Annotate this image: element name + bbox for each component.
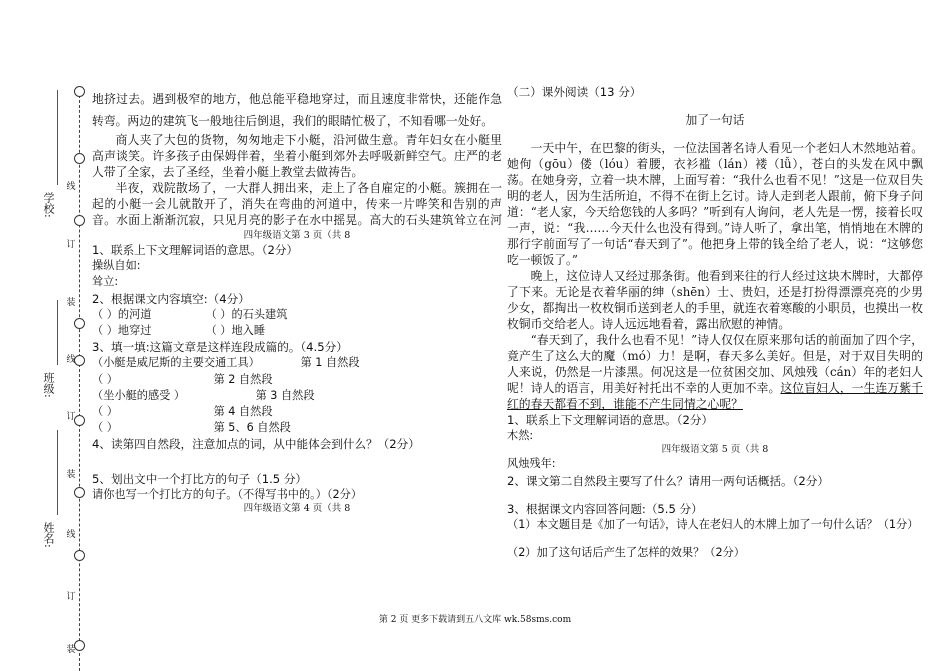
outline-blank: （坐小艇的感受 ） <box>92 388 186 402</box>
answer-space[interactable] <box>92 453 502 471</box>
binding-ring <box>74 318 85 329</box>
question-3-row[interactable] <box>92 372 502 388</box>
paragraph-ref: 第 5、6 自然段 <box>213 421 291 435</box>
question-5-part-b[interactable]: 请你也写一个打比方的句子。（不得写书中的。）（2分） <box>92 487 363 501</box>
answer-space[interactable] <box>507 533 923 545</box>
section-heading: （二）课外阅读（13 分） <box>507 85 642 99</box>
binding-mark: 线 <box>66 530 76 540</box>
left-column <box>92 88 502 515</box>
binding-mark: 订 <box>66 240 76 250</box>
binding-mark: 线 <box>66 182 76 192</box>
binding-ring <box>74 487 85 498</box>
reading-question-3-part-2[interactable]: （2）加了这句话后产生了怎样的效果？（2分） <box>507 546 745 560</box>
binding-mark: 订 <box>66 412 76 422</box>
binding-ring <box>74 86 85 97</box>
passage-paragraph: 半夜，戏院散场了，一大群人拥出来，走上了各自雇定的小艇。簇拥在一起的小艇一会儿就散开了，消失在弯曲的河道中，传来一片哗笑和告别的声音。水面上渐渐沉寂，只见月亮的影子在水中摇晃。高大的石头建筑耸立在河 <box>92 181 502 227</box>
reading-question-3-part-1[interactable]: （1）本文题目是《加了一句话》，诗人在老妇人的木牌上加了一句什么话？（1分） <box>507 518 919 532</box>
right-column <box>507 84 923 561</box>
answer-space[interactable] <box>507 489 923 501</box>
blank-b: （ ）的石头建筑 <box>205 307 288 321</box>
reading-question-2: 2、课文第二自然段主要写了什么？请用一两句话概括。（2分） <box>507 473 829 488</box>
binding-margin <box>0 0 90 671</box>
name-field[interactable] <box>57 430 58 515</box>
question-3-row[interactable] <box>92 420 502 436</box>
binding-mark: 订 <box>66 592 76 602</box>
name-label: 姓名: <box>42 522 55 548</box>
page-footer: 第 2 页 更多下载请到五八文库 wk.58sms.com <box>378 615 572 625</box>
binding-mark: 装 <box>66 470 76 480</box>
question-3-row[interactable] <box>92 355 502 371</box>
reading-question-1-term-a[interactable]: 木然: <box>507 429 534 443</box>
binding-dashed-line <box>79 90 80 671</box>
binding-ring <box>74 153 85 164</box>
paragraph-ref: 第 2 自然段 <box>213 372 273 386</box>
question-3: 3、填一填:这篇文章是这样连段成篇的。（4.5分） <box>92 340 348 355</box>
question-1-term-a[interactable]: 操纵自如: <box>92 259 141 273</box>
blank-a: （ ）地穿过 <box>92 324 152 338</box>
paragraph-ref: 第 1 自然段 <box>300 356 360 370</box>
class-field[interactable] <box>57 300 58 365</box>
question-2-row[interactable] <box>92 323 502 339</box>
reading-question-1: 1、联系上下文理解词语的意思。（2分） <box>507 413 714 427</box>
binding-mark: 线 <box>66 355 76 365</box>
question-4: 4、读第四自然段，注意加点的词，从中能体会到什么？（2分） <box>92 437 420 452</box>
question-2-row[interactable] <box>92 307 502 323</box>
article-title: 加了一句话 <box>685 113 745 127</box>
passage-paragraph: 地挤过去。遇到极窄的地方，他总能平稳地穿过，而且速度非常快，还能作急转弯。两边的建筑飞一般地往后倒退，我们的眼睛忙极了，不知看哪一处好。 <box>92 92 502 128</box>
reading-question-3: 3、根据课文内容回答问题:（5.5 分） <box>507 501 703 516</box>
question-3-row[interactable] <box>92 388 502 404</box>
class-label: 班级: <box>42 372 55 398</box>
question-1-term-b[interactable]: 耸立: <box>92 275 119 289</box>
passage-paragraph: 商人夹了大包的货物，匆匆地走下小艇，沿河做生意。青年妇女在小艇里高声谈笑。许多孩子由保姆伴着，坐着小艇到郊外去呼吸新鲜空气。庄严的老人带了全家，去了圣经，坐着小艇上教堂去做祷告。 <box>92 133 502 179</box>
question-3-row[interactable] <box>92 404 502 420</box>
question-1: 1、联系上下文理解词语的意思。（2分） <box>92 243 299 257</box>
binding-mark: 装 <box>66 645 76 655</box>
page-number-3: 四年级语文第 3 页（共 8 <box>243 230 351 241</box>
school-field[interactable] <box>57 90 58 185</box>
outline-blank: （ ） <box>92 372 118 386</box>
outline-blank: （ ） <box>92 405 118 419</box>
binding-mark: 装 <box>66 298 76 308</box>
question-2: 2、根据课文内容填空:（4分） <box>92 291 250 306</box>
article-text: “春天到了，我什么也看不见！”诗人仅仅在原来那句话的前面加了四个字，竟产生了这么大的魔（mó）力！是啊，春天多么美好。但是，对于双目失明的人来说，仍然是一片漆黑。何况这是一位贫困交加、风烛残（cán）年的老妇人呢！诗人的语言，用美好衬托出不幸的人更加不幸。 <box>507 333 923 395</box>
underlined-sentence: 这位盲妇人，一生连万紫千红的春天都看不到，谁能不产生同情之心呢？ <box>507 381 923 411</box>
school-label: 学校: <box>42 192 55 218</box>
outline-blank: （小艇是威尼斯的主要交通工具） <box>92 356 260 370</box>
blank-b: （ ）地入睡 <box>205 324 266 338</box>
outline-blank: （ ） <box>92 421 118 435</box>
binding-ring <box>74 550 85 561</box>
paragraph-ref: 第 4 自然段 <box>213 405 273 419</box>
question-5: 5、划出文中一个打比方的句子（1.5 分） <box>92 471 308 486</box>
reading-question-1-term-b[interactable]: 风烛残年: <box>507 457 556 471</box>
article-paragraph <box>507 332 923 412</box>
page-number-5: 四年级语文第 5 页（共 8 <box>661 444 769 456</box>
page-number-4: 四年级语文第 4 页（共 8 <box>243 503 351 515</box>
blank-a: （ ）的河道 <box>92 307 152 321</box>
article-paragraph: 晚上，这位诗人又经过那条街。他看到来往的行人经过这块木牌时，大都停了下来。无论是衣着华丽的绅（shēn）士、贵妇，还是打扮得漂漂亮亮的少男少女，都掏出一枚枚铜币送到老人的手里，就连衣着寒酸的小职员，也摸出一枚枚铜币交给老人。诗人远远地看着，露出欣慰的神情。 <box>507 269 923 331</box>
binding-ring <box>74 215 85 226</box>
paragraph-ref: 第 3 自然段 <box>255 388 315 402</box>
article-paragraph: 一天中午，在巴黎的街头，一位法国著名诗人看见一个老妇人木然地站着。她佝（gōu）偻（lóu）着腰，衣衫褴（lán）褛（lǚ），苍白的头发在风中飘荡。在她身旁，立着一块木牌，上面写着：“我什么也看不见！”这是一位双目失明的老人，因为生活所迫，不得不在街上乞讨。诗人走到老人跟前，俯下身子问道：“老人家，今天给您钱的人多吗？”听到有人询问，老人先是一愣，接着长叹一声，说：“我……今天什么也没有得到。”诗人听了，拿出笔，悄悄地在木牌的那行字前面写了一句话“春天到了”。他把身上带的钱全给了老人，说：“这够您吃一顿饭了。” <box>507 141 923 267</box>
